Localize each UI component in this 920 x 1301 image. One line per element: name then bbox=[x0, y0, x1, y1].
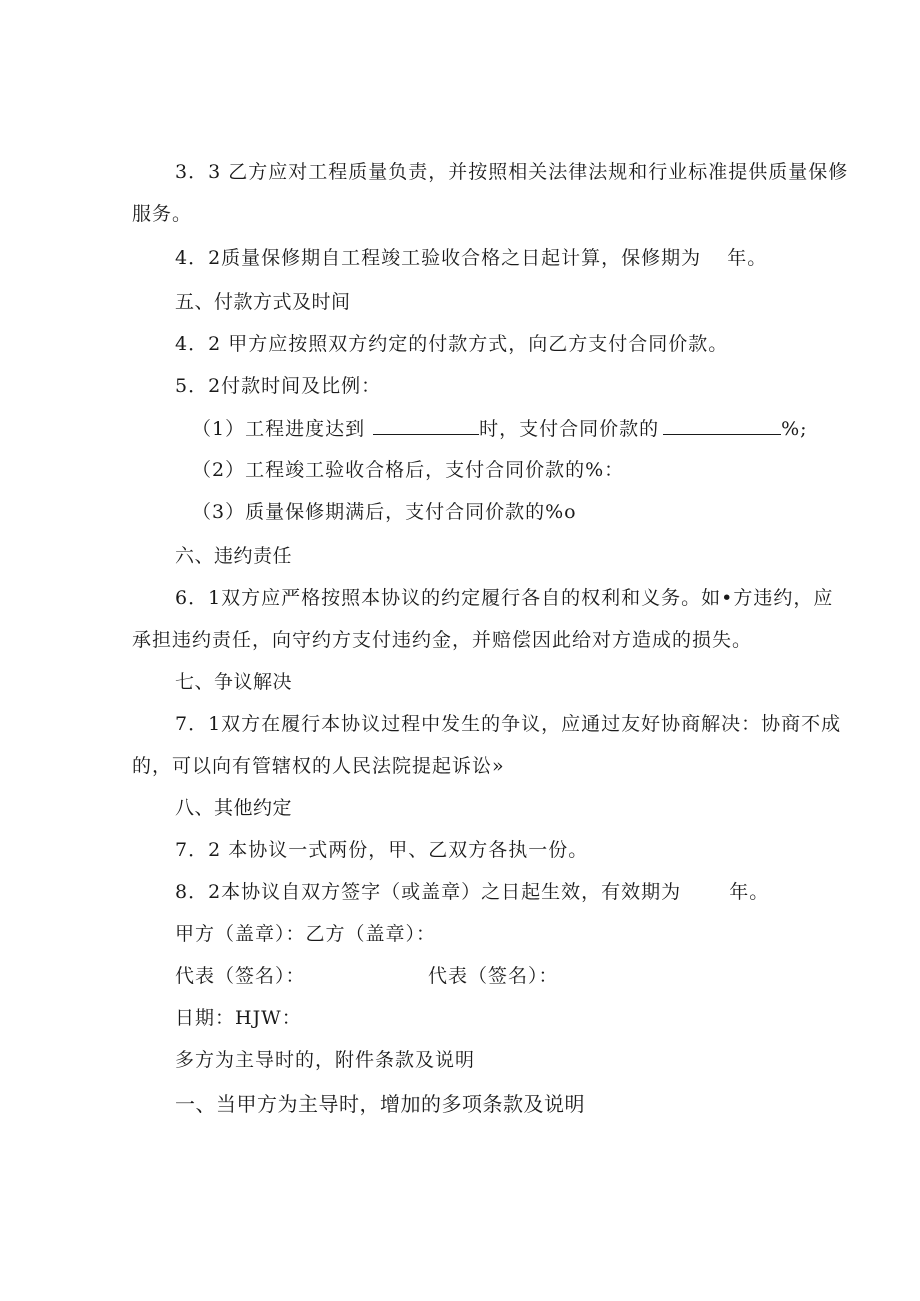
payment-item-1 bbox=[192, 416, 808, 441]
clause-7-1-line-2: 的，可以向有管辖权的人民法院提起诉讼» bbox=[132, 755, 505, 777]
section-heading-7: 七、争议解决 bbox=[175, 671, 293, 693]
section-heading-5: 五、付款方式及时间 bbox=[175, 291, 351, 313]
payment-item-1-text: （1）工程进度达到 bbox=[192, 418, 366, 440]
clause-3-3-line-1: 3．3 乙方应对工程质量负责，并按照相关法律法规和行业标准提供质量保修 bbox=[175, 161, 849, 183]
clause-7-1-line-1: 7．1双方在履行本协议过程中发生的争议，应通过友好协商解决：协商不成 bbox=[175, 713, 842, 735]
clause-5-2: 5．2付款时间及比例： bbox=[175, 375, 382, 397]
clause-4-2-warranty-text: 4．2质量保修期自工程竣工验收合格之日起计算，保修期为 bbox=[175, 247, 702, 269]
signature-parties: 甲方（盖章）：乙方（盖章）： bbox=[175, 923, 437, 945]
payment-item-2: （2）工程竣工验收合格后，支付合同价款的%： bbox=[192, 459, 625, 481]
signature-rep-a: 代表（签名）： bbox=[175, 965, 306, 987]
clause-6-1-line-2: 承担违约责任，向守约方支付违约金，并赔偿因此给对方造成的损失。 bbox=[132, 629, 753, 651]
clause-8-2-text: 8．2本协议自双方签字（或盖章）之日起生效，有效期为 bbox=[175, 881, 682, 903]
clause-8-2-suffix: 年。 bbox=[729, 881, 770, 903]
payment-item-1-mid: 时，支付合同价款的 bbox=[479, 418, 660, 440]
clause-3-3-line-2: 服务。 bbox=[132, 203, 193, 225]
clause-4-2-warranty-suffix: 年。 bbox=[727, 247, 768, 269]
clause-4-2-payment: 4．2 甲方应按照双方约定的付款方式，向乙方支付合同价款。 bbox=[175, 333, 729, 355]
appendix-heading-1: 一、当甲方为主导时，增加的多项条款及说明 bbox=[175, 1092, 585, 1116]
clause-7-2: 7．2 本协议一式两份，甲、乙双方各执一份。 bbox=[175, 839, 589, 861]
appendix-intro: 多方为主导时的，附件条款及说明 bbox=[175, 1049, 476, 1071]
percent-blank bbox=[663, 416, 781, 435]
payment-item-3: （3）质量保修期满后，支付合同价款的%o bbox=[192, 501, 577, 523]
clause-8-2 bbox=[175, 880, 769, 904]
clause-6-1-line-1: 6．1双方应严格按照本协议的约定履行各自的权利和义务。如•方违约，应 bbox=[175, 587, 834, 609]
section-heading-6: 六、违约责任 bbox=[175, 545, 293, 567]
clause-4-2-warranty bbox=[175, 246, 767, 270]
payment-item-1-end: %; bbox=[781, 418, 808, 440]
signature-rep-b: 代表（签名）： bbox=[428, 965, 559, 987]
progress-blank bbox=[373, 416, 479, 435]
signature-date: 日期：HJW： bbox=[175, 1007, 302, 1029]
section-heading-8: 八、其他约定 bbox=[175, 797, 293, 819]
